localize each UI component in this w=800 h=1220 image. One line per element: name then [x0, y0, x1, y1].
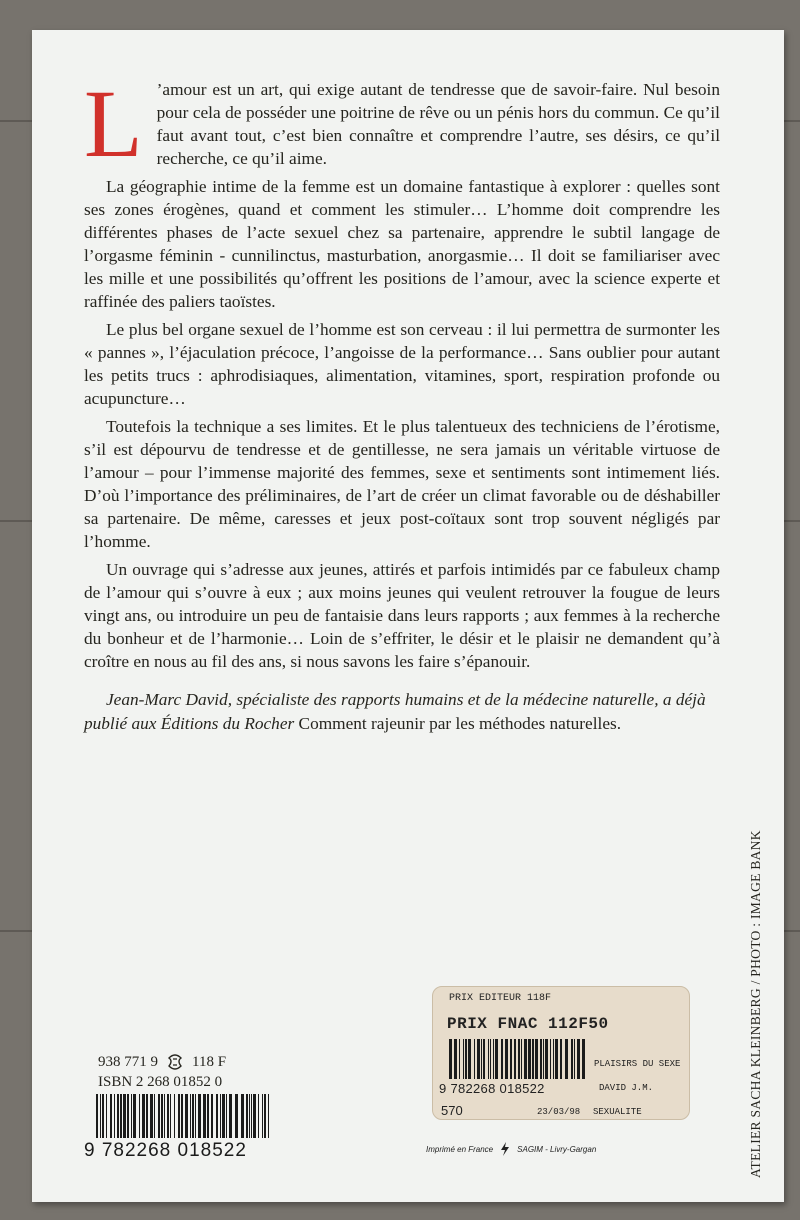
sticker-date: 23/03/98: [537, 1107, 581, 1117]
printing-info: [426, 1142, 596, 1156]
blurb-paragraph-3: Le plus bel organe sexuel de l’homme est son cerveau : il lui permettra de surmonter les « pannes », l’éjaculation précoce, l’angoisse de la performance… Sans oublier pour autant les petits trucs : aphrodisiaques, alimentation, vitamines, sport, respiration profonde ou acupuncture…: [84, 320, 720, 408]
author-note-italic: Jean-Marc David, spécialiste des rapports humains et de la médecine naturelle, a déjà publié aux Éditions du Rocher: [84, 690, 706, 733]
blurb-paragraph-4: Toutefois la technique a ses limites. Et le plus talentueux des techniciens de l’érotisme, s’il est dépourvu de tendresse et de gentillesse, ne sera jamais un véritable virtuose de l’amour – pour l’immense majorité des femmes, sexe et sentiments sont intimement liés. D’où l’importance des préliminaires, de l’art de créer un climat favorable ou de déshabiller sa partenaire. De même, caresses et jeux post-coïtaux sont trop souvent négligés par l’homme.: [84, 417, 720, 551]
sticker-publisher-price: PRIX EDITEUR 118F: [449, 993, 552, 1004]
design-photo-credit: ATELIER SACHA KLEINBERG / PHOTO : IMAGE BANK: [748, 830, 763, 1178]
printer-name: SAGIM - Livry-Gargan: [517, 1144, 597, 1154]
sticker-ref: 570: [441, 1103, 463, 1118]
sticker-barcode: [449, 1039, 587, 1079]
blurb-paragraph-2: La géographie intime de la femme est un domaine fantastique à explorer : quelles sont ses zones érogènes, quand et comment les stimuler… L’homme doit comprendre les différentes phases de l’acte sexuel chez sa partenaire, apprendre le subtil langage de l’orgasme féminin - cunnilinctus, masturbation, anorgasmie… Il doit se familiariser avec les mille et une possibilités qu’offrent les positions de l’amour, avec la science experte et raffinée des paliers taoïstes.: [84, 177, 720, 311]
sticker-category: SEXUALITE: [593, 1107, 642, 1117]
publisher-price: 118 F: [192, 1054, 227, 1070]
printer-logo-icon: [499, 1142, 511, 1156]
sticker-ean-digits: 9 782268 018522: [439, 1081, 545, 1096]
publisher-logo-icon: [166, 1053, 184, 1071]
sticker-author: DAVID J.M.: [599, 1083, 654, 1093]
printed-in-france: Imprimé en France: [426, 1144, 494, 1154]
isbn: ISBN 2 268 01852 0: [98, 1074, 223, 1090]
sticker-title: PLAISIRS DU SEXE: [594, 1059, 681, 1069]
ean-digits: 9 782268 018522: [84, 1140, 247, 1161]
blurb: [84, 70, 720, 678]
distribution-code: 938 771 9: [98, 1054, 158, 1070]
author-note-title: Comment rajeunir par les méthodes naturelles.: [298, 714, 622, 733]
ean-barcode: [96, 1094, 272, 1138]
price-sticker: [432, 986, 690, 1120]
author-note: [84, 688, 720, 736]
book-codes: [98, 1052, 226, 1092]
blurb-paragraph-5: Un ouvrage qui s’adresse aux jeunes, attirés et parfois intimidés par ce fabuleux champ de l’amour qui s’ouvre à eux ; aux moins jeunes qui veulent retrouver la fougue de leurs vingt ans, ou introduire un peu de fantaisie dans leurs rapports ; aux femmes à la recherche du bonheur et de l’harmonie… Loin de s’effriter, le désir et le plaisir ne demandent qu’à croître en nous au fil des ans, si nous savons les faire s’épanouir.: [84, 560, 720, 671]
blurb-text-1: ’amour est un art, qui exige autant de tendresse que de savoir-faire. Nul besoin pour cela de posséder une poitrine de rêve ou un pénis hors du commun. Ce qu’il faut avant tout, c’est bien connaître et comprendre l’autre, ses désirs, ce qu’il recherche, ce qu’il aime.: [156, 80, 720, 168]
dropcap-letter: L: [84, 70, 143, 177]
sticker-fnac-price: PRIX FNAC 112F50: [447, 1015, 609, 1033]
blurb-paragraph-1: [84, 70, 720, 177]
